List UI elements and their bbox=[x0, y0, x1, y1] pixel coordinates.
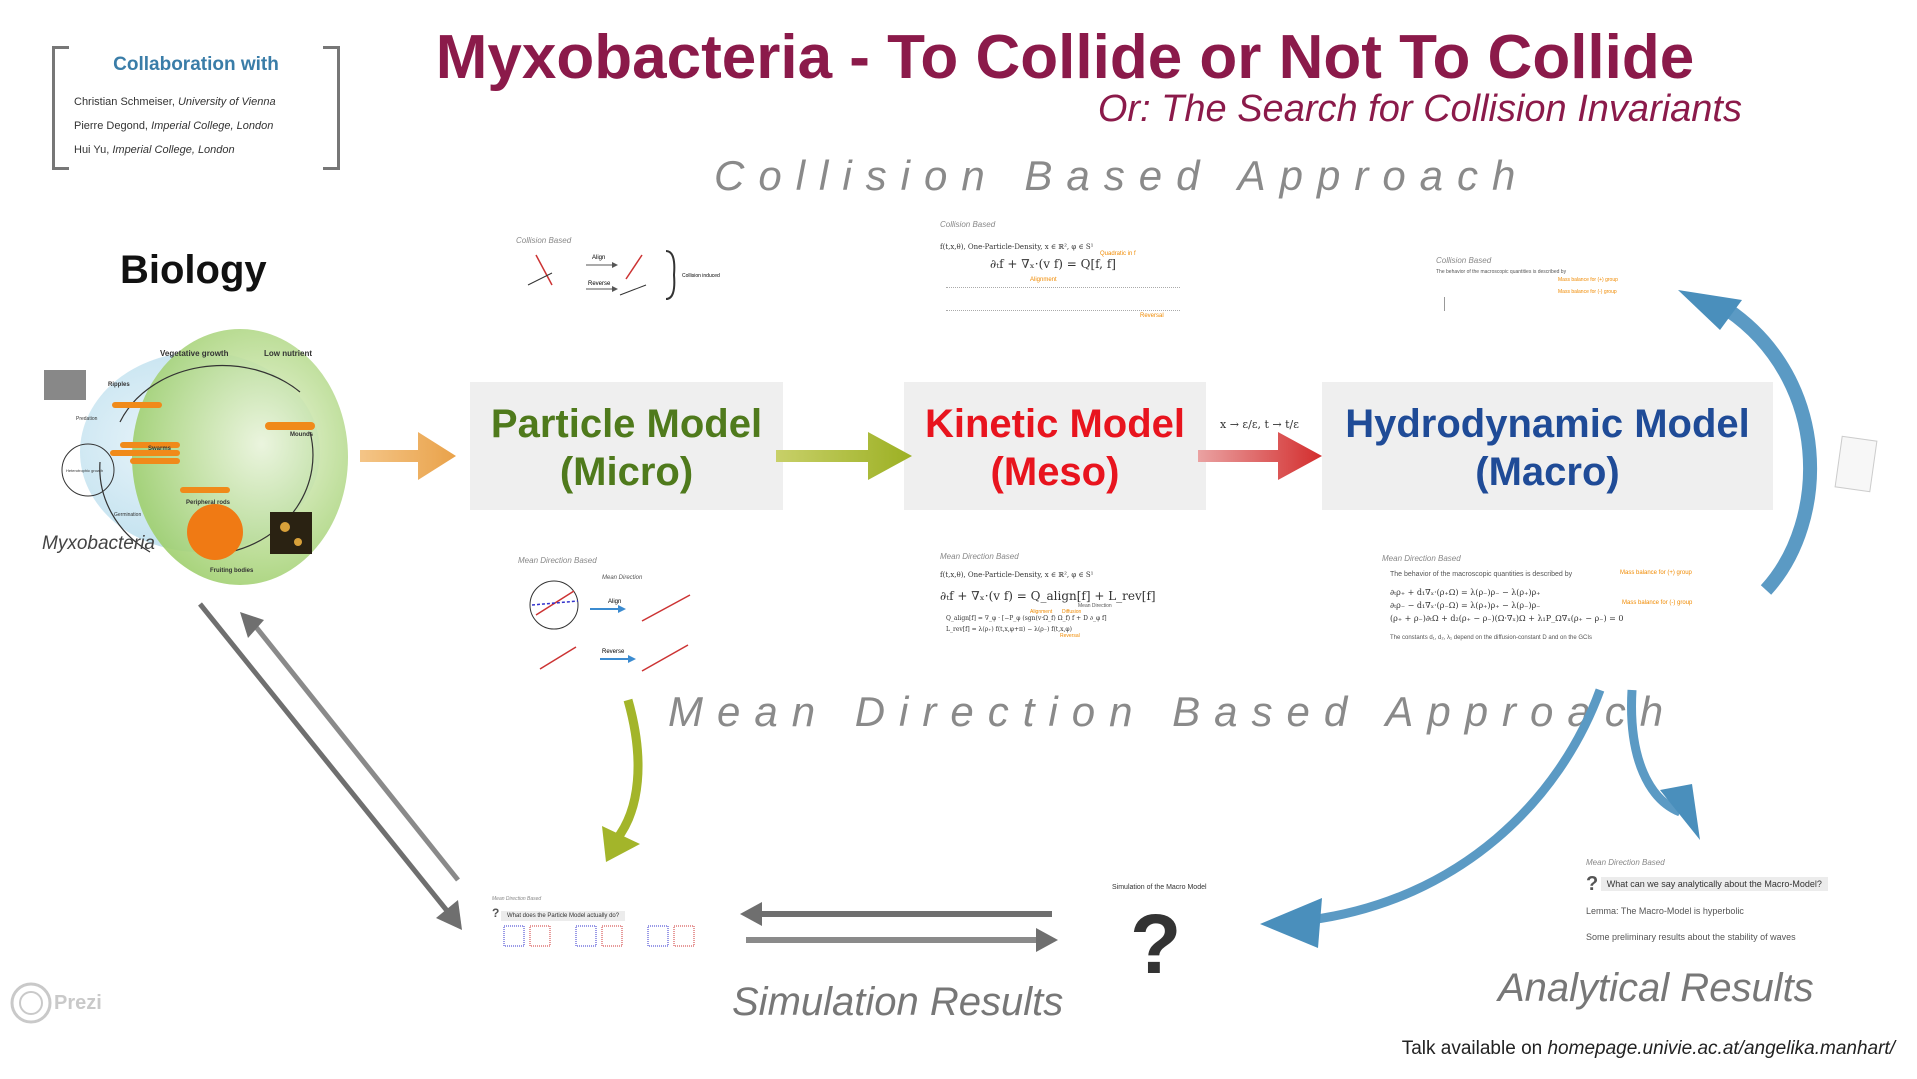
arrowhead bbox=[1678, 290, 1742, 330]
arrow-particle-to-kinetic bbox=[776, 432, 912, 480]
hydro-intro: The behavior of the macroscopic quantities is described by bbox=[1436, 269, 1567, 275]
arrow-particle-to-simulation bbox=[616, 700, 638, 840]
kinetic-line: f(t,x,θ), One-Particle-Density, x ∈ ℝ², φ ∈ S¹ bbox=[940, 243, 1094, 251]
talk-url[interactable]: homepage.univie.ac.at/angelika.manhart/ bbox=[1547, 1038, 1895, 1059]
scaling-label: x → ε/ε, t → t/ε bbox=[1220, 418, 1299, 431]
reversal-operator: L_rev[f] = λ(ρ₊) f(t,x,φ+π) − λ(ρ₋) f(t,x,φ) bbox=[946, 626, 1072, 633]
kinetic-model-title: Kinetic Model bbox=[924, 402, 1186, 446]
talk-prefix: Talk available on bbox=[1401, 1038, 1548, 1059]
collision-hydro-thumbnail[interactable] bbox=[1436, 256, 1626, 326]
collaborator-list bbox=[74, 90, 276, 162]
kinetic-equation: ∂ₜf + ∇ₓ·(v f) = Q[f, f] bbox=[990, 257, 1116, 271]
thumb-label: Mean Direction Based bbox=[518, 556, 597, 565]
macro-simulation-question-mark[interactable]: ? bbox=[1130, 897, 1182, 991]
kinetic-model-scale: (Meso) bbox=[990, 450, 1120, 494]
kinetic-line: f(t,x,θ), One-Particle-Density, x ∈ ℝ², φ ∈ S¹ bbox=[940, 571, 1094, 579]
prezi-logo[interactable] bbox=[10, 982, 102, 1024]
lemma-text: Lemma: The Macro-Model is hyperbolic bbox=[1586, 906, 1744, 916]
label-predation: Predation bbox=[76, 416, 98, 422]
particle-model-title: Particle Model bbox=[490, 402, 763, 446]
reverse-label: Reverse bbox=[602, 649, 625, 655]
brace-label: Collision induced bbox=[682, 273, 720, 279]
kinetic-equation: ∂ₜf + ∇ₓ·(v f) = Q_align[f] + L_rev[f] bbox=[940, 589, 1156, 603]
particle-model-box[interactable] bbox=[470, 382, 783, 510]
kinetic-model-box[interactable] bbox=[904, 382, 1206, 510]
rotated-page-thumbnail[interactable] bbox=[1835, 436, 1878, 493]
simulation-question-row bbox=[492, 906, 702, 920]
mean-direction-note: Mean Direction bbox=[1078, 603, 1112, 609]
micrograph-image bbox=[44, 370, 86, 400]
reversal-note: Reversal bbox=[1140, 313, 1164, 319]
align-label: Align bbox=[592, 255, 606, 261]
particle-simulation-thumbnail[interactable] bbox=[492, 896, 702, 962]
label-vegetative: Vegetative growth bbox=[160, 349, 229, 358]
mean-hydro-thumbnail[interactable] bbox=[1382, 554, 1722, 674]
hydrodynamic-model-scale: (Macro) bbox=[1475, 450, 1620, 494]
hydro-eq-3: (ρ₊ + ρ₋)∂ₜΩ + d₂(ρ₊ − ρ₋)(Ω·∇ₓ)Ω + λ₁P_Ω∇ₓ(ρ₊ − ρ₋) = 0 bbox=[1390, 614, 1624, 623]
analytical-thumbnail[interactable] bbox=[1586, 858, 1846, 950]
analytical-question: What can we say analytically about the Macro-Model? bbox=[1601, 877, 1828, 891]
arrow-biology-to-particle bbox=[360, 432, 456, 480]
talk-link[interactable] bbox=[1402, 1038, 1895, 1060]
simulation-results-label: Simulation Results bbox=[732, 980, 1064, 1024]
constants-note: The constants d₁, d₂, λ₁ depend on the diffusion-constant D and on the GCIs bbox=[1390, 635, 1593, 641]
mass-balance-plus: Mass balance for (+) group bbox=[1620, 570, 1692, 576]
quadratic-note: Quadratic in f bbox=[1100, 251, 1136, 257]
biology-heading: Biology bbox=[120, 248, 267, 292]
diffusion-note: Diffusion bbox=[1061, 609, 1082, 615]
hydrodynamic-model-title: Hydrodynamic Model bbox=[1345, 402, 1750, 446]
hydro-intro: The behavior of the macroscopic quantities is described by bbox=[1390, 571, 1573, 578]
thumb-label: Mean Direction Based bbox=[1382, 554, 1461, 563]
align-operator: Q_align[f] = ∇_φ · [−P_φ (sgn(v·Ω_f) Ω_f) f + D ∂_φ f] bbox=[946, 615, 1107, 622]
arrowhead bbox=[1660, 784, 1700, 840]
collaboration-box bbox=[52, 46, 340, 164]
collision-approach-heading: Collision Based Approach bbox=[714, 152, 1530, 199]
macro-simulation-label: Simulation of the Macro Model bbox=[1112, 884, 1207, 891]
thumb-label: Mean Direction Based bbox=[492, 896, 542, 902]
alignment-note: Alignment bbox=[1030, 277, 1057, 283]
mean-direction-label: Mean Direction bbox=[602, 575, 643, 581]
label-mounds: Mounds bbox=[290, 432, 313, 438]
label-low-nutrient: Low nutrient bbox=[264, 349, 312, 358]
label-heterotrophic: Heterotrophic growth bbox=[66, 468, 104, 473]
analytical-question-row bbox=[1586, 873, 1846, 896]
collision-sketch bbox=[516, 245, 720, 305]
mean-direction-approach-heading: Mean Direction Based Approach bbox=[668, 688, 1678, 735]
hydro-equations bbox=[1444, 297, 1626, 311]
hydro-eq-1: ∂ₜρ₊ + d₁∇ₓ·(ρ₊Ω) = λ(ρ₋)ρ₋ − λ(ρ₊)ρ₊ bbox=[1390, 588, 1541, 597]
page-title: Myxobacteria - To Collide or Not To Collide bbox=[435, 23, 1695, 92]
mean-direction-sketch bbox=[518, 565, 718, 675]
thumb-label: Collision Based bbox=[1436, 256, 1492, 265]
label-peripheral: Peripheral rods bbox=[186, 500, 231, 506]
mean-particle-thumbnail[interactable] bbox=[518, 556, 718, 676]
question-mark: ? bbox=[492, 906, 500, 920]
hydro-eq-2: ∂ₜρ₋ − d₁∇ₓ·(ρ₋Ω) = λ(ρ₊)ρ₊ − λ(ρ₋)ρ₋ bbox=[1390, 601, 1541, 610]
arrow-simulation-to-biology bbox=[252, 622, 458, 880]
label-ripples: Ripples bbox=[108, 382, 130, 388]
mass-balance-plus: Mass balance for (+) group bbox=[1558, 277, 1618, 283]
collaborator: Christian Schmeiser, University of Vienna bbox=[74, 96, 276, 108]
question-mark: ? bbox=[1586, 873, 1599, 895]
fruiting-body bbox=[187, 504, 243, 560]
alignment-note: Alignment bbox=[1030, 609, 1053, 615]
collaborator: Hui Yu, Imperial College, London bbox=[74, 144, 235, 156]
mass-balance-minus: Mass balance for (-) group bbox=[1622, 600, 1693, 606]
collaboration-heading: Collaboration with bbox=[113, 54, 279, 75]
prezi-brand: Prezi bbox=[54, 991, 102, 1014]
hydrodynamic-model-box[interactable] bbox=[1322, 382, 1773, 510]
preliminary-results: Some preliminary results about the stability of waves bbox=[1586, 932, 1796, 942]
simulation-plots bbox=[492, 920, 702, 950]
analytical-results-label: Analytical Results bbox=[1498, 966, 1814, 1010]
thumb-label: Collision Based bbox=[940, 220, 996, 229]
collision-kinetic-thumbnail[interactable] bbox=[940, 220, 1180, 350]
biology-caption: Myxobacteria bbox=[42, 533, 155, 554]
mass-balance-minus: Mass balance for (-) group bbox=[1558, 289, 1617, 295]
label-fruiting: Fruiting bodies bbox=[210, 568, 254, 574]
collision-operator bbox=[946, 287, 1180, 311]
page-subtitle: Or: The Search for Collision Invariants bbox=[1097, 88, 1742, 130]
label-germination: Germination bbox=[114, 512, 142, 518]
arrowhead bbox=[1260, 898, 1322, 948]
mean-kinetic-thumbnail[interactable] bbox=[940, 552, 1180, 678]
thumb-label: Collision Based bbox=[516, 236, 572, 245]
particle-model-scale: (Micro) bbox=[559, 450, 694, 494]
thumb-label: Mean Direction Based bbox=[940, 552, 1019, 561]
thumb-label: Mean Direction Based bbox=[1586, 858, 1665, 867]
simulation-question: What does the Particle Model actually do? bbox=[501, 911, 625, 921]
collision-particle-thumbnail[interactable] bbox=[516, 236, 720, 312]
fruiting-body-photo bbox=[270, 512, 312, 554]
arrow-kinetic-to-hydro bbox=[1198, 432, 1322, 480]
low-nutrient-region bbox=[132, 329, 348, 585]
arrow-biology-to-simulation bbox=[200, 604, 448, 912]
collaborator: Pierre Degond, Imperial College, London bbox=[74, 120, 274, 132]
prezi-logo-icon bbox=[10, 982, 52, 1024]
label-swarms: Swarms bbox=[148, 446, 172, 452]
reversal-note: Reversal bbox=[1060, 633, 1080, 639]
align-label: Align bbox=[608, 599, 622, 605]
reverse-label: Reverse bbox=[588, 281, 611, 287]
arrowhead bbox=[602, 826, 640, 862]
